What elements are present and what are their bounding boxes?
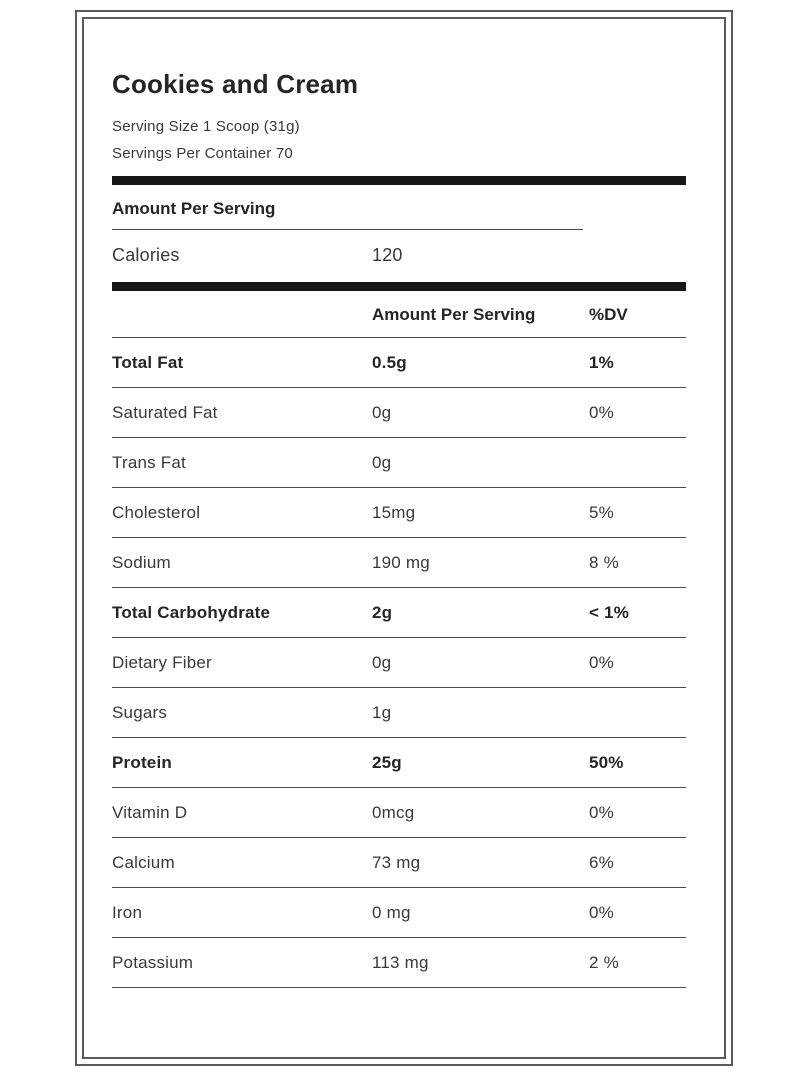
nutrient-dv: 0% <box>589 803 614 822</box>
nutrient-amount: 25g <box>372 753 402 772</box>
nutrient-amount: 2g <box>372 603 393 622</box>
nutrient-name: Protein <box>112 753 172 772</box>
nutrient-amount: 0.5g <box>372 353 407 372</box>
header-dv: %DV <box>589 305 628 324</box>
nutrient-row <box>112 838 686 888</box>
serving-size-text: Serving Size 1 Scoop (31g) <box>112 118 300 135</box>
nutrient-name: Calcium <box>112 853 175 872</box>
nutrient-amount: 73 mg <box>372 853 421 872</box>
nutrient-row <box>112 688 686 738</box>
nutrient-row <box>112 438 686 488</box>
nutrient-amount: 0 mg <box>372 903 411 922</box>
nutrient-dv: < 1% <box>589 603 630 622</box>
nutrient-name: Total Carbohydrate <box>112 603 271 622</box>
nutrient-name: Vitamin D <box>112 803 188 822</box>
nutrient-dv: 5% <box>589 503 614 522</box>
nutrient-amount: 0g <box>372 653 392 672</box>
nutrient-row <box>112 638 686 688</box>
nutrient-table-header <box>112 291 686 338</box>
nutrient-dv: 6% <box>589 853 614 872</box>
amount-per-serving-heading: Amount Per Serving <box>112 185 583 230</box>
nutrient-name: Trans Fat <box>112 453 186 472</box>
nutrient-dv: 50% <box>589 753 624 772</box>
nutrient-row <box>112 538 686 588</box>
nutrient-row <box>112 738 686 788</box>
nutrient-row <box>112 488 686 538</box>
flavor-title: Cookies and Cream <box>112 69 359 99</box>
nutrient-name: Total Fat <box>112 353 184 372</box>
nutrient-amount: 15mg <box>372 503 416 522</box>
nutrient-dv: 0% <box>589 403 614 422</box>
nutrient-name: Sugars <box>112 703 168 722</box>
nutrient-row <box>112 938 686 988</box>
nutrient-dv: 2 % <box>589 953 619 972</box>
nutrient-amount: 190 mg <box>372 553 430 572</box>
nutrient-name: Saturated Fat <box>112 403 218 422</box>
nutrient-rows <box>112 338 686 988</box>
nutrient-dv: 0% <box>589 653 614 672</box>
nutrient-row <box>112 388 686 438</box>
nutrient-name: Cholesterol <box>112 503 201 522</box>
nutrient-amount: 113 mg <box>372 953 429 972</box>
calories-value: 120 <box>372 245 403 265</box>
nutrient-row <box>112 888 686 938</box>
nutrient-amount: 0g <box>372 403 392 422</box>
separator-bar-top <box>112 176 686 185</box>
nutrient-amount: 0g <box>372 453 392 472</box>
nutrient-dv: 1% <box>589 353 614 372</box>
nutrient-dv: 8 % <box>589 553 619 572</box>
separator-bar-middle <box>112 282 686 291</box>
nutrient-name: Sodium <box>112 553 171 572</box>
header-amount-per-serving: Amount Per Serving <box>372 305 536 324</box>
calories-label: Calories <box>112 245 180 265</box>
nutrient-dv: 0% <box>589 903 614 922</box>
nutrient-amount: 1g <box>372 703 392 722</box>
nutrient-name: Dietary Fiber <box>112 653 212 672</box>
nutrient-name: Iron <box>112 903 143 922</box>
nutrient-row <box>112 338 686 388</box>
nutrient-row <box>112 788 686 838</box>
nutrient-amount: 0mcg <box>372 803 415 822</box>
nutrient-name: Potassium <box>112 953 194 972</box>
servings-per-container-text: Servings Per Container 70 <box>112 145 293 162</box>
nutrient-row <box>112 588 686 638</box>
nutrition-label <box>82 17 726 1059</box>
calories-row <box>112 230 686 282</box>
nutrition-label-outer-border <box>75 10 733 1066</box>
